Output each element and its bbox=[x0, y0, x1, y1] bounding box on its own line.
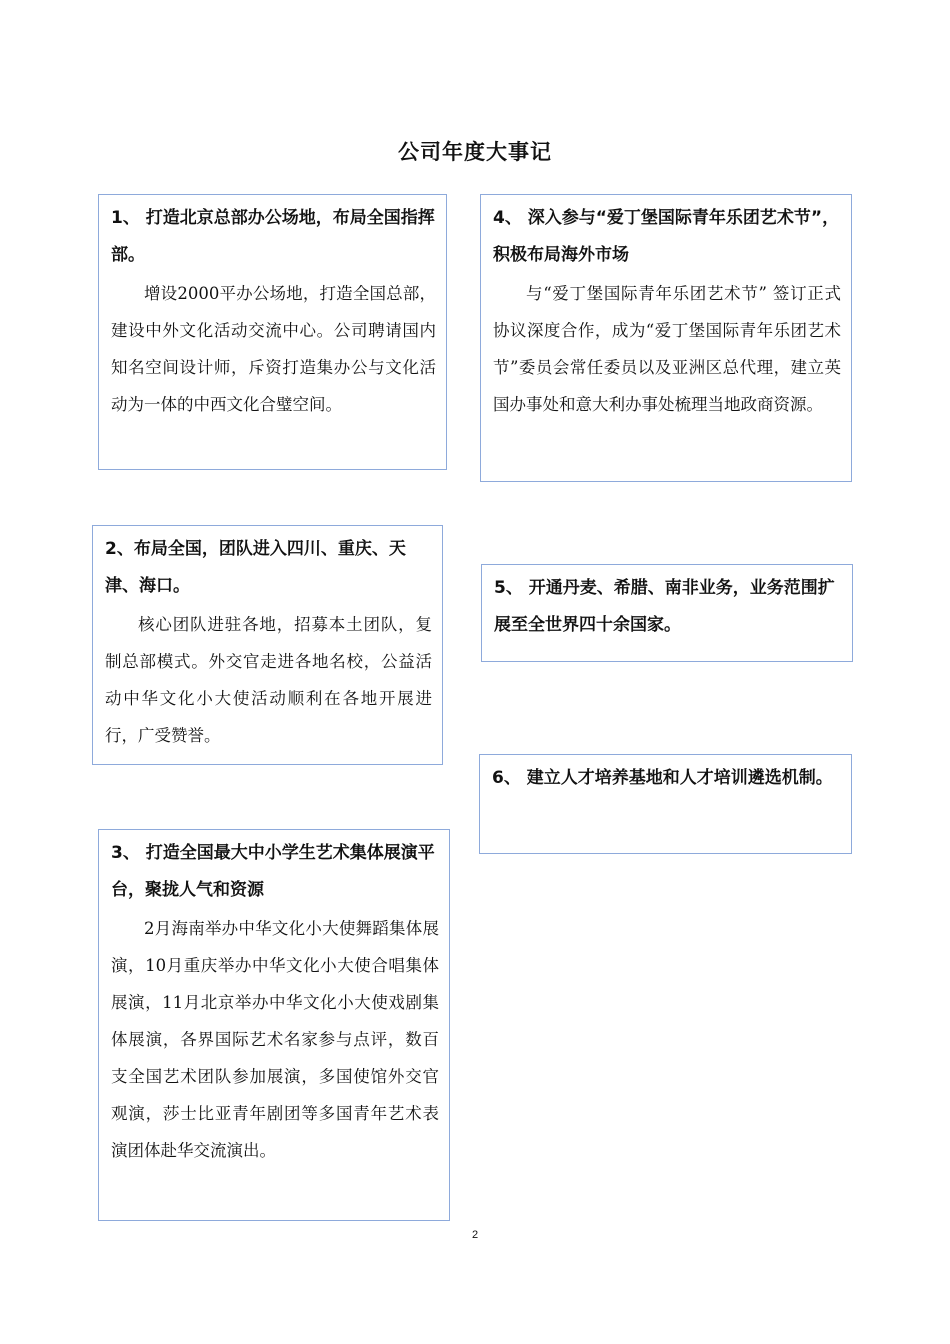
event-card-3 bbox=[98, 829, 450, 1221]
event-card-4 bbox=[480, 194, 852, 482]
event-body: 与“爱丁堡国际青年乐团艺术节” 签订正式协议深度合作，成为“爱丁堡国际青年乐团艺术节”委员会常任委员以及亚洲区总代理，建立英国办事处和意大利办事处梳理当地政商资源。 bbox=[493, 284, 841, 414]
event-card-5 bbox=[481, 564, 853, 662]
event-body: 核心团队进驻各地，招募本土团队，复制总部模式。外交官走进各地名校，公益活动中华文化小大使活动顺利在各地开展进行，广受赞誉。 bbox=[105, 615, 432, 745]
event-heading: 5、 开通丹麦、希腊、南非业务，业务范围扩展至全世界四十余国家。 bbox=[494, 578, 835, 635]
event-heading: 1、 打造北京总部办公场地，布局全国指挥部。 bbox=[111, 208, 435, 265]
event-heading: 2、布局全国，团队进入四川、重庆、天津、海口。 bbox=[105, 539, 406, 596]
event-body: 2月海南举办中华文化小大使舞蹈集体展演，10月重庆举办中华文化小大使合唱集体展演，11月北京举办中华文化小大使戏剧集体展演，各界国际艺术名家参与点评，数百支全国艺术团队参加展演，多国使馆外交官观演，莎士比亚青年剧团等多国青年艺术表演团体赴华交流演出。 bbox=[111, 919, 439, 1160]
event-card-6 bbox=[479, 754, 852, 854]
event-card-2 bbox=[92, 525, 443, 765]
page-number: 2 bbox=[471, 1229, 479, 1241]
event-heading: 3、 打造全国最大中小学生艺术集体展演平台，聚拢人气和资源 bbox=[111, 843, 435, 900]
event-heading: 6、 建立人才培养基地和人才培训遴选机制。 bbox=[492, 768, 833, 788]
page-title: 公司年度大事记 bbox=[398, 140, 552, 164]
event-body: 增设2000平办公场地，打造全国总部，建设中外文化活动交流中心。公司聘请国内知名空间设计师，斥资打造集办公与文化活动为一体的中西文化合璧空间。 bbox=[111, 284, 436, 414]
event-card-1 bbox=[98, 194, 447, 470]
event-heading: 4、 深入参与“爱丁堡国际青年乐团艺术节”，积极布局海外市场 bbox=[493, 208, 840, 265]
